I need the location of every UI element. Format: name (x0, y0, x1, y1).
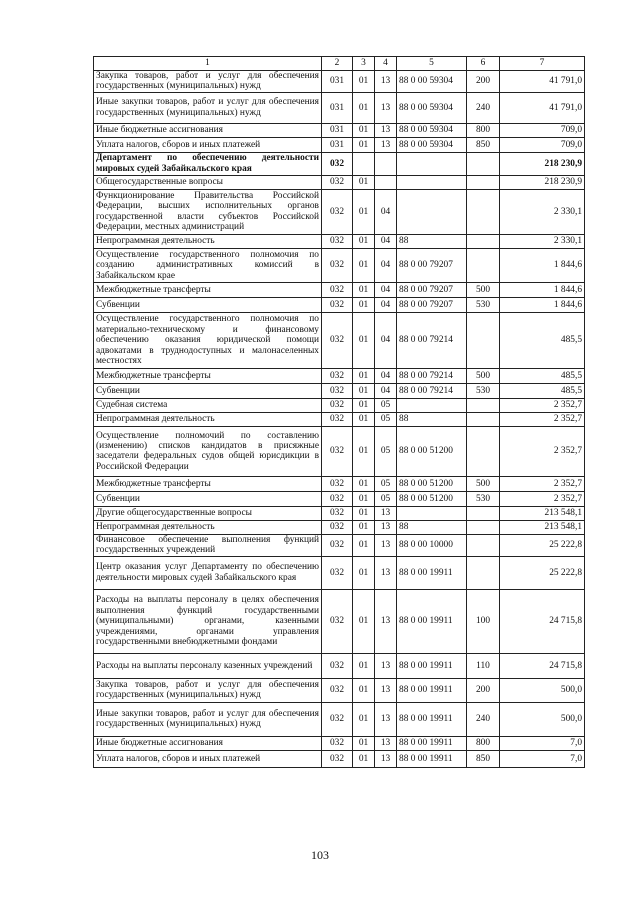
cell-section: 01 (353, 123, 375, 137)
cell-expense-type (467, 412, 500, 426)
cell-name: Расходы на выплаты персоналу в целях обеспечения выполнения функций государственными (муниципальными) органами, казенными учреждениями, органами управления государственными внебюджетными фондами (94, 589, 322, 653)
cell-amount: 2 352,7 (500, 412, 585, 426)
cell-name: Межбюджетные трансферты (94, 282, 322, 297)
cell-subsection: 05 (375, 476, 397, 491)
header-cell-section: 3 (353, 57, 375, 71)
table-row (94, 189, 585, 234)
cell-name: Межбюджетные трансферты (94, 368, 322, 383)
table-row (94, 297, 585, 312)
table-row (94, 678, 585, 702)
cell-amount: 213 548,1 (500, 520, 585, 534)
table-row (94, 312, 585, 368)
cell-section: 01 (353, 189, 375, 234)
cell-target-code (397, 175, 467, 189)
cell-name: Финансовое обеспечение выполнения функций государственных учреждений (94, 534, 322, 556)
cell-admin-code: 032 (322, 506, 353, 520)
cell-amount: 485,5 (500, 312, 585, 368)
table-row (94, 506, 585, 520)
cell-name: Другие общегосударственные вопросы (94, 506, 322, 520)
cell-amount: 218 230,9 (500, 175, 585, 189)
page-number: 103 (311, 848, 329, 862)
table-body (94, 71, 585, 768)
cell-target-code: 88 0 00 59304 (397, 92, 467, 123)
cell-admin-code: 032 (322, 398, 353, 412)
cell-name: Департамент по обеспечению деятельности мировых судей Забайкальского края (94, 152, 322, 175)
cell-subsection: 13 (375, 589, 397, 653)
cell-section: 01 (353, 383, 375, 398)
cell-target-code (397, 152, 467, 175)
cell-amount: 1 844,6 (500, 282, 585, 297)
cell-subsection: 13 (375, 653, 397, 678)
cell-target-code: 88 0 00 19911 (397, 736, 467, 750)
cell-amount: 24 715,8 (500, 653, 585, 678)
cell-name: Осуществление государственного полномочия по созданию административных комиссий в Забайкальском крае (94, 248, 322, 282)
cell-subsection (375, 175, 397, 189)
cell-amount: 7,0 (500, 736, 585, 750)
cell-admin-code: 032 (322, 248, 353, 282)
cell-expense-type (467, 234, 500, 248)
cell-admin-code: 032 (322, 520, 353, 534)
cell-section: 01 (353, 426, 375, 476)
cell-admin-code: 032 (322, 702, 353, 736)
table-row (94, 702, 585, 736)
table-row (94, 476, 585, 491)
cell-subsection: 04 (375, 234, 397, 248)
cell-section: 01 (353, 92, 375, 123)
table-row (94, 368, 585, 383)
cell-admin-code: 032 (322, 678, 353, 702)
cell-target-code: 88 0 00 51200 (397, 476, 467, 491)
cell-admin-code: 031 (322, 137, 353, 152)
cell-target-code: 88 0 00 79207 (397, 282, 467, 297)
cell-expense-type: 800 (467, 736, 500, 750)
cell-admin-code: 032 (322, 491, 353, 506)
cell-subsection: 04 (375, 248, 397, 282)
cell-name: Уплата налогов, сборов и иных платежей (94, 137, 322, 152)
cell-admin-code: 031 (322, 71, 353, 93)
header-cell-expense-type: 6 (467, 57, 500, 71)
table-row (94, 426, 585, 476)
cell-section: 01 (353, 491, 375, 506)
cell-admin-code: 031 (322, 92, 353, 123)
table-row (94, 234, 585, 248)
cell-subsection: 13 (375, 750, 397, 767)
cell-expense-type: 850 (467, 137, 500, 152)
header-cell-subsection: 4 (375, 57, 397, 71)
cell-amount: 25 222,8 (500, 556, 585, 589)
header-row (94, 57, 585, 71)
cell-amount: 709,0 (500, 123, 585, 137)
table-row (94, 412, 585, 426)
header-cell-target: 5 (397, 57, 467, 71)
cell-target-code: 88 0 00 79207 (397, 297, 467, 312)
cell-admin-code: 032 (322, 234, 353, 248)
cell-target-code: 88 0 00 51200 (397, 491, 467, 506)
cell-target-code: 88 (397, 412, 467, 426)
cell-amount: 2 352,7 (500, 398, 585, 412)
cell-amount: 7,0 (500, 750, 585, 767)
cell-target-code: 88 0 00 79214 (397, 312, 467, 368)
cell-section: 01 (353, 137, 375, 152)
header-cell-admin: 2 (322, 57, 353, 71)
cell-name: Непрограммная деятельность (94, 234, 322, 248)
cell-amount: 2 352,7 (500, 476, 585, 491)
cell-name: Субвенции (94, 383, 322, 398)
cell-expense-type (467, 534, 500, 556)
cell-expense-type (467, 248, 500, 282)
cell-amount: 709,0 (500, 137, 585, 152)
cell-expense-type: 500 (467, 282, 500, 297)
cell-admin-code: 032 (322, 476, 353, 491)
cell-target-code: 88 0 00 59304 (397, 137, 467, 152)
cell-subsection: 05 (375, 398, 397, 412)
cell-subsection: 13 (375, 506, 397, 520)
cell-admin-code: 032 (322, 312, 353, 368)
cell-target-code: 88 0 00 79207 (397, 248, 467, 282)
cell-section: 01 (353, 368, 375, 383)
cell-amount: 1 844,6 (500, 248, 585, 282)
cell-expense-type (467, 189, 500, 234)
table-row (94, 556, 585, 589)
cell-target-code (397, 398, 467, 412)
table-row (94, 152, 585, 175)
cell-amount: 2 352,7 (500, 491, 585, 506)
table-row (94, 123, 585, 137)
header-cell-amount: 7 (500, 57, 585, 71)
cell-expense-type: 800 (467, 123, 500, 137)
cell-amount: 24 715,8 (500, 589, 585, 653)
cell-expense-type (467, 152, 500, 175)
cell-section: 01 (353, 750, 375, 767)
cell-amount: 485,5 (500, 368, 585, 383)
cell-section: 01 (353, 556, 375, 589)
cell-section: 01 (353, 398, 375, 412)
cell-amount: 25 222,8 (500, 534, 585, 556)
cell-section: 01 (353, 736, 375, 750)
cell-expense-type (467, 506, 500, 520)
cell-section: 01 (353, 506, 375, 520)
cell-expense-type: 240 (467, 92, 500, 123)
cell-subsection: 13 (375, 92, 397, 123)
header-cell-name: 1 (94, 57, 322, 71)
cell-amount: 218 230,9 (500, 152, 585, 175)
cell-target-code: 88 0 00 19911 (397, 589, 467, 653)
cell-subsection: 13 (375, 71, 397, 93)
cell-expense-type: 530 (467, 297, 500, 312)
cell-name: Непрограммная деятельность (94, 412, 322, 426)
cell-expense-type: 200 (467, 678, 500, 702)
cell-section: 01 (353, 653, 375, 678)
budget-table (93, 56, 585, 768)
cell-subsection: 04 (375, 312, 397, 368)
cell-section: 01 (353, 282, 375, 297)
cell-target-code (397, 506, 467, 520)
cell-subsection: 13 (375, 736, 397, 750)
cell-expense-type: 500 (467, 476, 500, 491)
cell-expense-type: 240 (467, 702, 500, 736)
cell-name: Субвенции (94, 491, 322, 506)
table-row (94, 71, 585, 93)
cell-admin-code: 032 (322, 383, 353, 398)
table-row (94, 383, 585, 398)
cell-subsection: 04 (375, 189, 397, 234)
cell-admin-code: 032 (322, 653, 353, 678)
table-row (94, 534, 585, 556)
cell-section: 01 (353, 175, 375, 189)
cell-subsection: 05 (375, 412, 397, 426)
cell-name: Функционирование Правительства Российской Федерации, высших исполнительных органов государственной власти субъектов Российской Федерации, местных администраций (94, 189, 322, 234)
cell-target-code: 88 0 00 51200 (397, 426, 467, 476)
cell-expense-type (467, 426, 500, 476)
cell-name: Осуществление полномочий по составлению (изменению) списков кандидатов в присяжные заседатели федеральных судов общей юрисдикции в Российской Федерации (94, 426, 322, 476)
cell-subsection: 13 (375, 123, 397, 137)
cell-section: 01 (353, 520, 375, 534)
table-row (94, 491, 585, 506)
cell-amount: 500,0 (500, 678, 585, 702)
cell-section (353, 152, 375, 175)
cell-target-code: 88 0 00 19911 (397, 653, 467, 678)
cell-name: Межбюджетные трансферты (94, 476, 322, 491)
table-row (94, 750, 585, 767)
table-row (94, 589, 585, 653)
cell-target-code: 88 (397, 520, 467, 534)
cell-name: Субвенции (94, 297, 322, 312)
cell-name: Судебная система (94, 398, 322, 412)
cell-expense-type: 500 (467, 368, 500, 383)
cell-name: Иные бюджетные ассигнования (94, 123, 322, 137)
cell-name: Расходы на выплаты персоналу казенных учреждений (94, 653, 322, 678)
cell-section: 01 (353, 476, 375, 491)
cell-subsection: 13 (375, 520, 397, 534)
cell-admin-code: 031 (322, 123, 353, 137)
cell-subsection: 13 (375, 137, 397, 152)
cell-name: Центр оказания услуг Департаменту по обеспечению деятельности мировых судей Забайкальского края (94, 556, 322, 589)
table-row (94, 736, 585, 750)
cell-section: 01 (353, 678, 375, 702)
cell-expense-type: 200 (467, 71, 500, 93)
cell-target-code (397, 189, 467, 234)
cell-target-code: 88 0 00 59304 (397, 71, 467, 93)
cell-admin-code: 032 (322, 736, 353, 750)
cell-name: Непрограммная деятельность (94, 520, 322, 534)
cell-section: 01 (353, 248, 375, 282)
cell-expense-type (467, 398, 500, 412)
cell-target-code: 88 (397, 234, 467, 248)
cell-section: 01 (353, 702, 375, 736)
cell-admin-code: 032 (322, 556, 353, 589)
cell-subsection: 13 (375, 702, 397, 736)
cell-subsection: 04 (375, 368, 397, 383)
cell-admin-code: 032 (322, 426, 353, 476)
cell-admin-code: 032 (322, 534, 353, 556)
cell-admin-code: 032 (322, 368, 353, 383)
cell-amount: 485,5 (500, 383, 585, 398)
cell-section: 01 (353, 534, 375, 556)
cell-expense-type (467, 520, 500, 534)
cell-subsection: 13 (375, 678, 397, 702)
cell-subsection: 13 (375, 556, 397, 589)
cell-section: 01 (353, 589, 375, 653)
cell-amount: 41 791,0 (500, 92, 585, 123)
cell-expense-type (467, 556, 500, 589)
cell-target-code: 88 0 00 19911 (397, 556, 467, 589)
cell-name: Осуществление государственного полномочия по материально-техническому и финансовому обеспечению оказания юридической помощи адвокатами в труднодоступных и малонаселенных местностях (94, 312, 322, 368)
cell-amount: 2 330,1 (500, 234, 585, 248)
cell-expense-type: 850 (467, 750, 500, 767)
table-row (94, 175, 585, 189)
cell-admin-code: 032 (322, 589, 353, 653)
cell-section: 01 (353, 234, 375, 248)
cell-target-code: 88 0 00 10000 (397, 534, 467, 556)
table-row (94, 92, 585, 123)
cell-admin-code: 032 (322, 750, 353, 767)
cell-section: 01 (353, 412, 375, 426)
cell-name: Закупка товаров, работ и услуг для обеспечения государственных (муниципальных) нужд (94, 71, 322, 93)
table-row (94, 282, 585, 297)
cell-amount: 2 352,7 (500, 426, 585, 476)
cell-expense-type: 530 (467, 383, 500, 398)
cell-target-code: 88 0 00 59304 (397, 123, 467, 137)
cell-target-code: 88 0 00 19911 (397, 702, 467, 736)
cell-expense-type (467, 312, 500, 368)
cell-subsection: 05 (375, 426, 397, 476)
cell-target-code: 88 0 00 79214 (397, 368, 467, 383)
table-row (94, 137, 585, 152)
cell-expense-type: 110 (467, 653, 500, 678)
cell-admin-code: 032 (322, 175, 353, 189)
cell-expense-type: 100 (467, 589, 500, 653)
cell-amount: 41 791,0 (500, 71, 585, 93)
cell-name: Иные закупки товаров, работ и услуг для обеспечения государственных (муниципальных) нужд (94, 702, 322, 736)
cell-amount: 500,0 (500, 702, 585, 736)
cell-name: Закупка товаров, работ и услуг для обеспечения государственных (муниципальных) нужд (94, 678, 322, 702)
cell-target-code: 88 0 00 19911 (397, 750, 467, 767)
cell-section: 01 (353, 297, 375, 312)
cell-admin-code: 032 (322, 152, 353, 175)
cell-subsection: 04 (375, 383, 397, 398)
cell-admin-code: 032 (322, 282, 353, 297)
cell-name: Иные бюджетные ассигнования (94, 736, 322, 750)
cell-section: 01 (353, 71, 375, 93)
cell-admin-code: 032 (322, 189, 353, 234)
cell-expense-type (467, 175, 500, 189)
cell-section: 01 (353, 312, 375, 368)
cell-subsection: 13 (375, 534, 397, 556)
table-row (94, 398, 585, 412)
table-row (94, 248, 585, 282)
cell-expense-type: 530 (467, 491, 500, 506)
cell-subsection: 05 (375, 491, 397, 506)
table-row (94, 653, 585, 678)
cell-target-code: 88 0 00 79214 (397, 383, 467, 398)
cell-target-code: 88 0 00 19911 (397, 678, 467, 702)
cell-admin-code: 032 (322, 412, 353, 426)
cell-amount: 1 844,6 (500, 297, 585, 312)
cell-subsection: 04 (375, 297, 397, 312)
table-row (94, 520, 585, 534)
cell-amount: 213 548,1 (500, 506, 585, 520)
cell-amount: 2 330,1 (500, 189, 585, 234)
cell-admin-code: 032 (322, 297, 353, 312)
cell-name: Общегосударственные вопросы (94, 175, 322, 189)
cell-subsection (375, 152, 397, 175)
cell-name: Иные закупки товаров, работ и услуг для обеспечения государственных (муниципальных) нужд (94, 92, 322, 123)
cell-subsection: 04 (375, 282, 397, 297)
cell-name: Уплата налогов, сборов и иных платежей (94, 750, 322, 767)
